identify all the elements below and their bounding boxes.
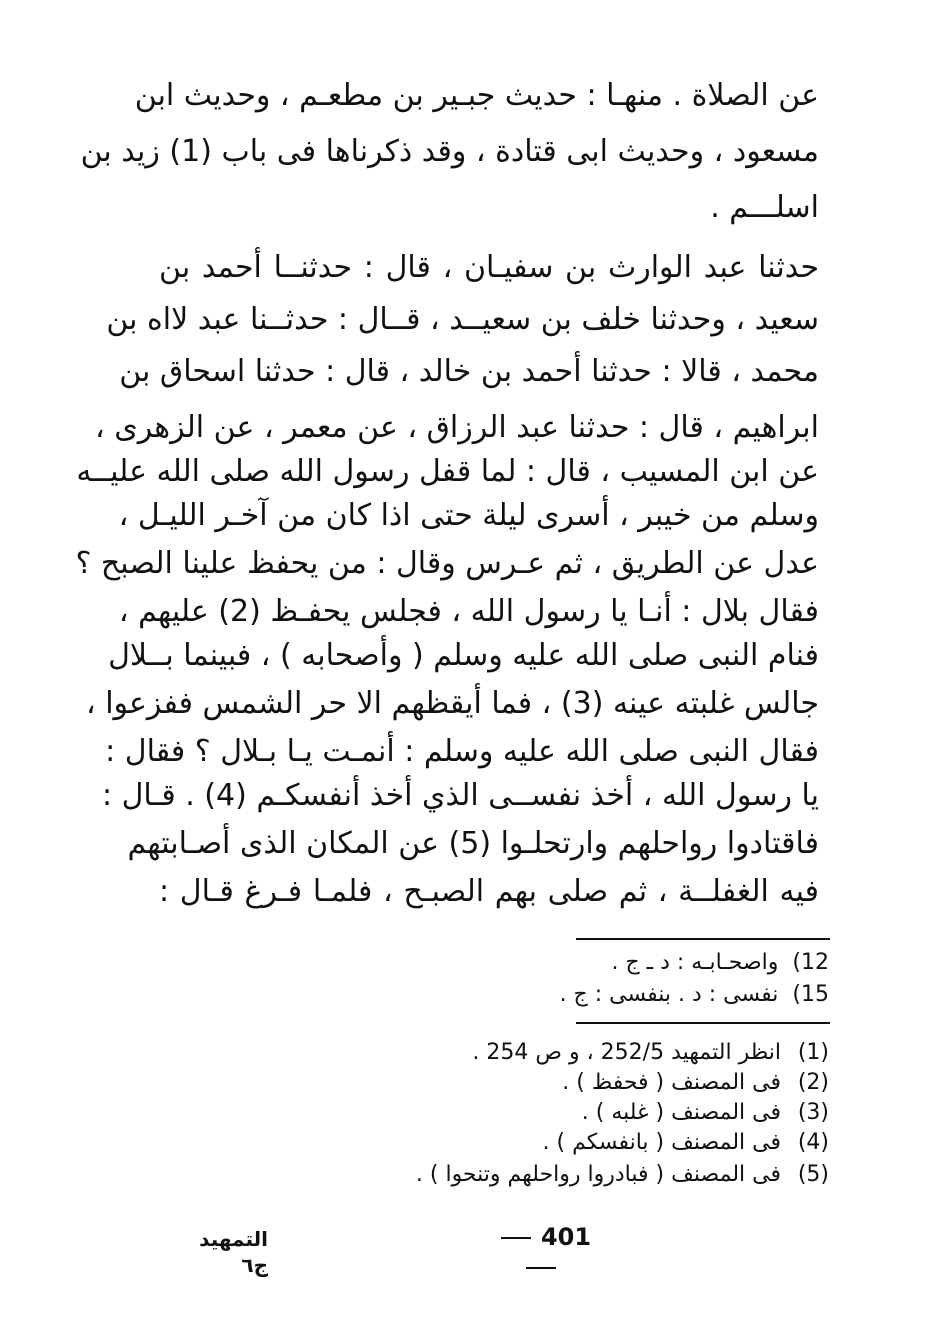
footnote-text: انظر التمهيد 252/5 ، و ص 254 .: [472, 1040, 781, 1065]
footnote: [349, 1038, 829, 1068]
text-line: عدل عن الطريق ، ثم عـرس وقال : من يحفظ علينا الصبح ؟: [75, 546, 819, 581]
footnote-number: (2): [797, 1070, 829, 1095]
footnote-text: فى المصنف ( بانفسكم ) .: [542, 1130, 781, 1155]
text-line: محمد ، قالا : حدثنا أحمد بن خالد ، قال : حدثنا اسحاق بن: [119, 354, 819, 389]
text-line: فقال النبى صلى الله عليه وسلم : أنمـت يـا بـلال ؟ فقال :: [105, 734, 819, 769]
variant-text: واصحـابـه : د ـ ج .: [611, 950, 779, 975]
text-line: ابراهيم ، قال : حدثنا عبد الرزاق ، عن معمر ، عن الزهرى ،: [95, 410, 819, 445]
text-line: فقال بلال : أنـا يا رسول الله ، فجلس يحفـظ (2) عليهم ،: [118, 594, 819, 629]
footnote-text: فى المصنف ( غلبه ) .: [581, 1100, 781, 1125]
page-number: 401: [466, 1222, 616, 1282]
text-line: سعيد ، وحدثنا خلف بن سعيــد ، قــال : حدثــنا عبد لااه بن: [106, 302, 819, 337]
text-line: يا رسول الله ، أخذ نفســى الذي أخذ أنفسكـم (4) . قـال :: [101, 778, 819, 813]
footnote-number: (4): [797, 1130, 829, 1155]
footnote-number: (5): [797, 1162, 829, 1187]
footnotes-divider: [576, 1022, 830, 1024]
variants-divider: [576, 938, 830, 940]
text-line: فيه الغفلــة ، ثم صلى بهم الصبـح ، فلمـا فـرغ قـال :: [159, 874, 819, 909]
text-line: عن ابن المسيب ، قال : لما قفل رسول الله صلى الله عليــه: [76, 454, 819, 489]
running-title: التمهيد ج٦: [199, 1227, 268, 1277]
footnote-text: فى المصنف ( فبادروا رواحلهم وتنحوا ) .: [415, 1162, 781, 1187]
footnote-number: (3): [797, 1100, 829, 1125]
text-line: فنام النبى صلى الله عليه وسلم ( وأصحابه ) ، فبينما بــلال: [108, 638, 819, 673]
variant-line-number: 12): [792, 950, 829, 975]
variant-line-number: 15): [792, 982, 829, 1007]
text-line: مسعود ، وحديث ابى قتادة ، وقد ذكرناها فى باب (1) زيد بن: [80, 134, 819, 169]
text-line: جالس غلبته عينه (3) ، فما أيقظهم الا حر الشمس ففزعوا ،: [85, 686, 819, 721]
footnote: [349, 1128, 829, 1158]
footnote-number: (1): [797, 1040, 829, 1065]
variant-note: [349, 980, 829, 1010]
variant-text: نفسى : د . بنفسى : ج .: [559, 982, 779, 1007]
footnote-text: فى المصنف ( فحفظ ) .: [562, 1070, 781, 1095]
text-line: عن الصلاة . منهـا : حديث جبـير بن مطعـم ، وحديث ابن: [134, 78, 819, 113]
text-line: فاقتادوا رواحلهم وارتحلـوا (5) عن المكان الذى أصـابتهم: [127, 826, 819, 861]
text-line: حدثنا عبد الوارث بن سفيـان ، قال : حدثنــا أحمد بن: [159, 250, 819, 285]
variant-note: [349, 948, 829, 978]
footnote: [349, 1068, 829, 1098]
footnote: [349, 1160, 829, 1190]
text-line: وسلم من خيبر ، أسرى ليلة حتى اذا كان من آخـر الليـل ،: [118, 498, 819, 533]
text-line: اسلـــم .: [710, 190, 819, 225]
footnote: [349, 1098, 829, 1128]
